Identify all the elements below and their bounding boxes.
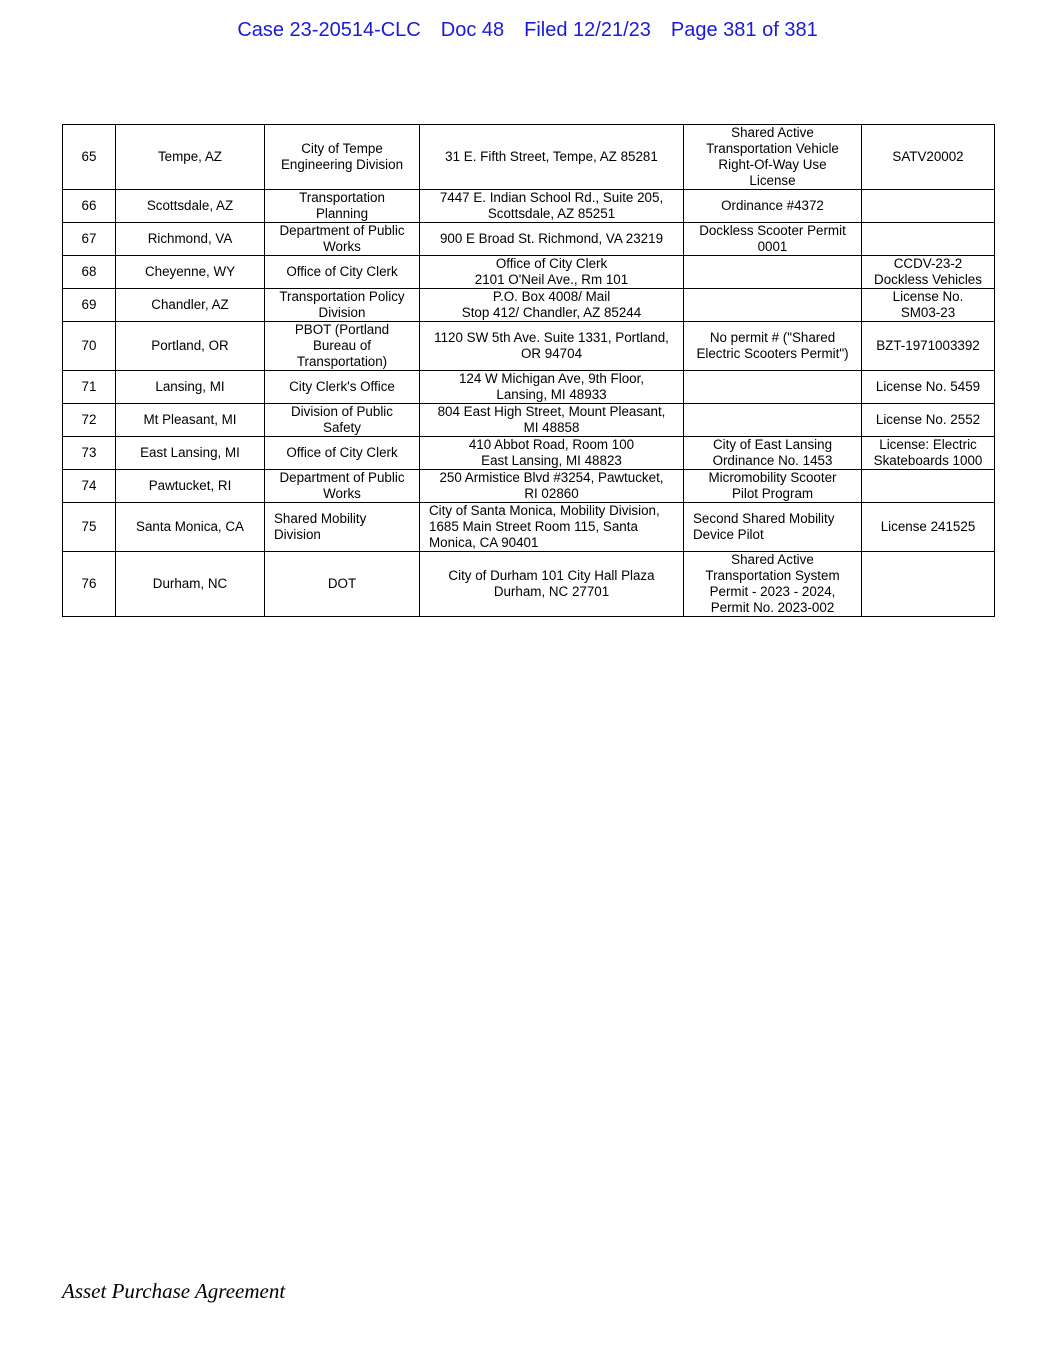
page-number: Page 381 of 381 xyxy=(670,19,818,41)
filed-date: Filed 12/21/23 xyxy=(524,19,651,41)
cell-line: Division of Public xyxy=(291,404,393,419)
cell-line: City of Tempe xyxy=(301,141,383,156)
license-cell xyxy=(862,371,995,404)
table-row xyxy=(63,256,995,289)
cell-line: BZT-1971003392 xyxy=(876,338,980,353)
city-cell: Richmond, VA xyxy=(116,223,265,256)
case-header xyxy=(0,19,1055,42)
table-row xyxy=(63,322,995,371)
cell-line: East Lansing, MI 48823 xyxy=(481,453,622,468)
license-cell xyxy=(862,470,995,503)
row-number-cell: 68 xyxy=(63,256,116,289)
department-cell xyxy=(265,289,420,322)
permit-cell xyxy=(684,371,862,404)
cell-line: Office of City Clerk xyxy=(286,264,398,279)
department-cell xyxy=(265,322,420,371)
table-row xyxy=(63,289,995,322)
row-number-cell: 71 xyxy=(63,371,116,404)
cell-line: Ordinance No. 1453 xyxy=(712,453,833,468)
license-cell xyxy=(862,190,995,223)
row-number-cell: 70 xyxy=(63,322,116,371)
cell-line: Division xyxy=(318,305,366,320)
cell-line: City of East Lansing xyxy=(712,437,833,452)
cell-line: Department of Public xyxy=(279,470,405,485)
permit-cell xyxy=(684,125,862,190)
cell-line: Permit - 2023 - 2024, xyxy=(709,584,836,599)
license-cell xyxy=(862,552,995,617)
address-cell xyxy=(420,190,684,223)
cell-line: Safety xyxy=(323,420,361,435)
city-cell: Lansing, MI xyxy=(116,371,265,404)
cell-line: 31 E. Fifth Street, Tempe, AZ 85281 xyxy=(445,149,658,164)
table-row xyxy=(63,503,995,552)
address-cell xyxy=(420,322,684,371)
cell-line: License No. 5459 xyxy=(875,379,981,394)
row-number-cell: 73 xyxy=(63,437,116,470)
row-number-cell: 69 xyxy=(63,289,116,322)
cell-line: City of Durham 101 City Hall Plaza xyxy=(448,568,655,583)
table-row xyxy=(63,437,995,470)
cell-line: Bureau of xyxy=(312,338,372,353)
row-number-cell: 74 xyxy=(63,470,116,503)
cell-line: Office of City Clerk xyxy=(495,256,608,271)
permit-cell xyxy=(684,470,862,503)
table-row xyxy=(63,125,995,190)
permits-table-body xyxy=(63,125,995,617)
department-cell xyxy=(265,437,420,470)
cell-line: Shared Active xyxy=(731,552,814,567)
cell-line: License 241525 xyxy=(880,519,976,534)
department-cell xyxy=(265,256,420,289)
table-row xyxy=(63,223,995,256)
cell-line: Planning xyxy=(315,206,369,221)
cell-line: Dockless Scooter Permit xyxy=(699,223,846,238)
row-number-cell: 72 xyxy=(63,404,116,437)
permit-cell xyxy=(684,503,862,552)
cell-line: City of Santa Monica, Mobility Division, xyxy=(429,503,660,518)
cell-line: Ordinance #4372 xyxy=(721,198,824,213)
address-cell xyxy=(420,470,684,503)
license-cell xyxy=(862,437,995,470)
cell-line: 1685 Main Street Room 115, Santa xyxy=(429,519,638,534)
city-cell: Cheyenne, WY xyxy=(116,256,265,289)
cell-line: Permit No. 2023-002 xyxy=(710,600,835,615)
cell-line: Dockless Vehicles xyxy=(874,272,982,287)
table-row xyxy=(63,404,995,437)
license-cell xyxy=(862,125,995,190)
license-cell xyxy=(862,404,995,437)
license-cell xyxy=(862,289,995,322)
city-cell: East Lansing, MI xyxy=(116,437,265,470)
cell-line: 900 E Broad St. Richmond, VA 23219 xyxy=(439,231,664,246)
doc-number: Doc 48 xyxy=(440,19,505,41)
cell-line: Right-Of-Way Use xyxy=(718,157,827,172)
cell-line: Monica, CA 90401 xyxy=(429,535,539,550)
address-cell xyxy=(420,125,684,190)
cell-line: License: Electric xyxy=(879,437,977,452)
cell-line: 250 Armistice Blvd #3254, Pawtucket, xyxy=(439,470,664,485)
table-row xyxy=(63,552,995,617)
cell-line: OR 94704 xyxy=(520,346,583,361)
row-number-cell: 76 xyxy=(63,552,116,617)
cell-line: Office of City Clerk xyxy=(286,445,398,460)
permit-cell xyxy=(684,552,862,617)
row-number-cell: 75 xyxy=(63,503,116,552)
cell-line: Second Shared Mobility xyxy=(693,511,835,526)
department-cell xyxy=(265,503,420,552)
city-cell: Tempe, AZ xyxy=(116,125,265,190)
cell-line: 0001 xyxy=(757,239,788,254)
address-cell xyxy=(420,404,684,437)
city-cell: Pawtucket, RI xyxy=(116,470,265,503)
city-cell: Portland, OR xyxy=(116,322,265,371)
address-cell xyxy=(420,437,684,470)
permit-cell xyxy=(684,437,862,470)
cell-line: Shared Active xyxy=(731,125,814,140)
cell-line: Works xyxy=(323,239,361,254)
permit-cell xyxy=(684,223,862,256)
cell-line: Transportation xyxy=(299,190,385,205)
cell-line: License xyxy=(749,173,796,188)
address-cell xyxy=(420,256,684,289)
cell-line: RI 02860 xyxy=(524,486,579,501)
city-cell: Chandler, AZ xyxy=(116,289,265,322)
city-cell: Scottsdale, AZ xyxy=(116,190,265,223)
cell-line: License No. xyxy=(892,289,964,304)
license-cell xyxy=(862,503,995,552)
cell-line: PBOT (Portland xyxy=(294,322,390,337)
department-cell xyxy=(265,470,420,503)
cell-line: 1120 SW 5th Ave. Suite 1331, Portland, xyxy=(434,330,669,345)
cell-line: 124 W Michigan Ave, 9th Floor, xyxy=(458,371,645,386)
table-row xyxy=(63,190,995,223)
footer-title: Asset Purchase Agreement xyxy=(62,1279,286,1303)
cell-line: Lansing, MI 48933 xyxy=(496,387,607,402)
row-number-cell: 66 xyxy=(63,190,116,223)
permit-cell xyxy=(684,256,862,289)
cell-line: Division xyxy=(274,527,321,542)
address-cell xyxy=(420,503,684,552)
row-number-cell: 65 xyxy=(63,125,116,190)
license-cell xyxy=(862,223,995,256)
cell-line: Transportation Vehicle xyxy=(706,141,839,156)
city-cell: Durham, NC xyxy=(116,552,265,617)
cell-line: Pilot Program xyxy=(731,486,814,501)
address-cell xyxy=(420,289,684,322)
cell-line: Works xyxy=(323,486,361,501)
table-row xyxy=(63,470,995,503)
cell-line: Transportation System xyxy=(705,568,840,583)
permits-table xyxy=(62,124,995,617)
case-number: Case 23-20514-CLC xyxy=(237,19,421,41)
cell-line: 2101 O'Neil Ave., Rm 101 xyxy=(474,272,629,287)
address-cell xyxy=(420,223,684,256)
cell-line: 804 East High Street, Mount Pleasant, xyxy=(437,404,666,419)
cell-line: 410 Abbot Road, Room 100 xyxy=(468,437,635,452)
cell-line: Transportation) xyxy=(296,354,388,369)
cell-line: Skateboards 1000 xyxy=(873,453,983,468)
cell-line: Device Pilot xyxy=(693,527,764,542)
department-cell xyxy=(265,125,420,190)
license-cell xyxy=(862,256,995,289)
address-cell xyxy=(420,552,684,617)
cell-line: CCDV-23-2 xyxy=(893,256,963,271)
permit-cell xyxy=(684,404,862,437)
department-cell xyxy=(265,190,420,223)
city-cell: Santa Monica, CA xyxy=(116,503,265,552)
cell-line: DOT xyxy=(327,576,357,591)
cell-line: Electric Scooters Permit") xyxy=(696,346,849,361)
cell-line: Engineering Division xyxy=(280,157,404,172)
cell-line: 7447 E. Indian School Rd., Suite 205, xyxy=(439,190,664,205)
cell-line: SM03-23 xyxy=(900,305,956,320)
cell-line: P.O. Box 4008/ Mail xyxy=(492,289,611,304)
department-cell xyxy=(265,552,420,617)
permit-cell xyxy=(684,289,862,322)
cell-line: License No. 2552 xyxy=(875,412,981,427)
table-row xyxy=(63,371,995,404)
permit-cell xyxy=(684,322,862,371)
cell-line: Micromobility Scooter xyxy=(708,470,837,485)
city-cell: Mt Pleasant, MI xyxy=(116,404,265,437)
address-cell xyxy=(420,371,684,404)
cell-line: Shared Mobility xyxy=(274,511,367,526)
permit-cell xyxy=(684,190,862,223)
cell-line: Durham, NC 27701 xyxy=(493,584,610,599)
cell-line: Department of Public xyxy=(279,223,405,238)
department-cell xyxy=(265,371,420,404)
cell-line: SATV20002 xyxy=(892,149,964,164)
cell-line: City Clerk's Office xyxy=(289,379,395,394)
cell-line: Transportation Policy xyxy=(279,289,405,304)
license-cell xyxy=(862,322,995,371)
department-cell xyxy=(265,223,420,256)
department-cell xyxy=(265,404,420,437)
row-number-cell: 67 xyxy=(63,223,116,256)
cell-line: No permit # ("Shared xyxy=(709,330,836,345)
cell-line: MI 48858 xyxy=(523,420,580,435)
cell-line: Scottsdale, AZ 85251 xyxy=(487,206,616,221)
cell-line: Stop 412/ Chandler, AZ 85244 xyxy=(461,305,642,320)
